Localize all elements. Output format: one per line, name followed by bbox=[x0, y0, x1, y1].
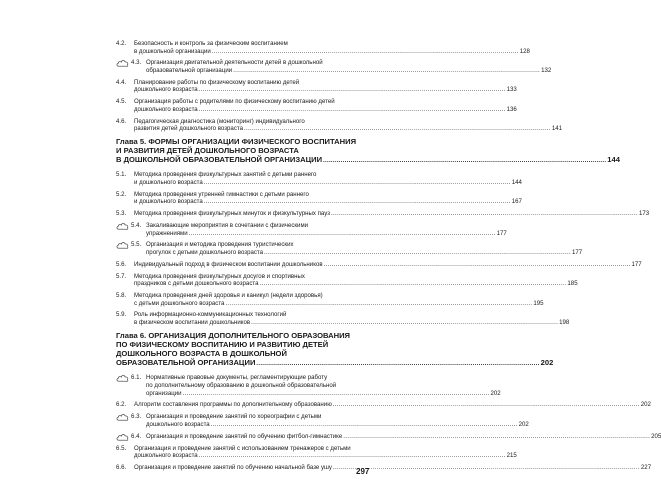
toc-page-number: 132 bbox=[541, 66, 552, 74]
toc-entry-title-line: Закаливающие мероприятия в сочетании с физическими bbox=[146, 222, 309, 230]
dot-leader bbox=[233, 67, 540, 75]
toc-entry-title-line: Организация и проведение занятий по обучению фитбол-гимнастике bbox=[146, 432, 343, 440]
cloud-icon bbox=[116, 413, 129, 421]
toc-entry bbox=[116, 260, 642, 269]
toc-entry-title-line: и дошкольного возраста bbox=[134, 179, 203, 187]
cloud-icon bbox=[116, 222, 129, 230]
toc-page-number: 177 bbox=[496, 229, 507, 237]
toc-entry bbox=[116, 171, 522, 187]
toc-entry-number: 4.2. bbox=[116, 40, 127, 47]
dot-leader bbox=[259, 280, 566, 288]
toc-entry-title-line: В ДОШКОЛЬНОЙ ОБРАЗОВАТЕЛЬНОЙ ОРГАНИЗАЦИИ bbox=[116, 155, 323, 165]
toc-entry-title-line: Организация работы с родителями по физическому воспитанию детей bbox=[134, 98, 335, 106]
toc-entry bbox=[116, 78, 517, 94]
toc-entry bbox=[116, 413, 529, 428]
toc-entry-title-line: Индивидуальный подход в физическом воспитании дошкольников bbox=[134, 260, 323, 268]
toc-entry-number: 6.6. bbox=[116, 464, 127, 472]
dot-leader bbox=[225, 300, 532, 308]
toc-entry-title-line: Методика проведения дней здоровья и каникул (недели здоровья) bbox=[134, 291, 323, 299]
toc-entry-title-line: Алгоритм составления программы по дополнительному образованию bbox=[134, 401, 332, 409]
toc-entry-title-line: дошкольного возраста bbox=[146, 420, 210, 428]
toc-entry bbox=[116, 311, 570, 326]
toc-entry bbox=[116, 291, 544, 307]
cloud-icon bbox=[116, 374, 129, 382]
toc-entry-title-line: ОБРАЗОВАТЕЛЬНОЙ ОРГАНИЗАЦИИ bbox=[116, 358, 256, 368]
table-of-contents bbox=[116, 40, 661, 476]
toc-entry-title-line: И РАЗВИТИЯ ДЕТЕЙ ДОШКОЛЬНОГО ВОЗРАСТА bbox=[116, 146, 299, 156]
toc-entry-title-line: праздников с детьми дошкольного возраста bbox=[134, 280, 259, 288]
toc-entry-title-line: Нормативные правовые документы, регламентирующие работу bbox=[146, 374, 328, 382]
toc-entry-title-line: упражнениями bbox=[146, 229, 188, 237]
toc-chapter-heading bbox=[116, 136, 620, 167]
cloud-icon bbox=[116, 433, 129, 441]
toc-entry-title-line: с детьми дошкольного возраста bbox=[134, 299, 225, 307]
toc-entry bbox=[116, 241, 583, 256]
toc-entry bbox=[116, 432, 661, 441]
toc-entry-title-line: Организация и проведение занятий с использованием тренажеров с детьми bbox=[134, 444, 351, 452]
toc-entry-title-line: Методика проведения физкультурных занятий с детьми раннего bbox=[134, 171, 317, 179]
toc-page-number: 198 bbox=[559, 318, 570, 326]
toc-entry-title-line: дошкольного возраста bbox=[134, 452, 198, 460]
toc-entry-number: 6.2. bbox=[116, 401, 127, 409]
toc-entry-number: 5.7. bbox=[116, 272, 127, 280]
toc-entry bbox=[116, 272, 578, 288]
toc-page-number: 133 bbox=[506, 86, 517, 94]
toc-entry-title-line: образовательной организации bbox=[146, 66, 233, 74]
dot-leader bbox=[323, 157, 606, 166]
toc-entry-number: 4.4. bbox=[116, 78, 127, 86]
toc-page-number: 202 bbox=[540, 358, 554, 368]
toc-entry-title-line: Организация и методика проведения туристических bbox=[146, 241, 294, 249]
toc-page-number: 205 bbox=[651, 432, 661, 440]
toc-entry-title-line: ДОШКОЛЬНОГО ВОЗРАСТА В ДОШКОЛЬНОЙ bbox=[116, 349, 287, 359]
toc-entry-title-line: Организация двигательной деятельности детей в дошкольной bbox=[146, 59, 323, 67]
toc-entry-title-line: ПО ФИЗИЧЕСКОМУ ВОСПИТАНИЮ И РАЗВИТИЮ ДЕТЕЙ bbox=[116, 339, 329, 349]
toc-entry bbox=[116, 464, 652, 472]
toc-entry bbox=[116, 401, 651, 409]
toc-entry-number: 5.2. bbox=[116, 190, 127, 198]
toc-entry-number: 6.3. bbox=[131, 413, 142, 421]
toc-entry-number: 5.3. bbox=[116, 210, 127, 218]
toc-entry-number: 4.5. bbox=[116, 98, 127, 106]
toc-entry bbox=[116, 40, 530, 55]
toc-entry-number: 6.5. bbox=[116, 444, 127, 452]
toc-chapter-heading bbox=[116, 330, 554, 370]
cloud-icon bbox=[116, 241, 129, 249]
toc-entry-title-line: Организация и проведение занятий по хореографии с детьми bbox=[146, 413, 322, 421]
page-number: 297 bbox=[356, 467, 370, 476]
toc-entry bbox=[116, 374, 501, 397]
toc-entry-title-line: дошкольного возраста bbox=[134, 86, 198, 94]
toc-entry-title-line: прогулок с детьми дошкольного возраста bbox=[146, 248, 264, 256]
toc-entry-title-line: Безопасность и контроль за физическим воспитанием bbox=[134, 40, 288, 47]
dot-leader bbox=[244, 125, 551, 133]
toc-entry-title-line: в физическом воспитании дошкольников bbox=[134, 318, 251, 326]
toc-page-number: 185 bbox=[567, 280, 578, 288]
dot-leader bbox=[204, 179, 511, 187]
toc-page-number: 173 bbox=[638, 210, 650, 218]
toc-entry-title-line: Глава 5. ФОРМЫ ОРГАНИЗАЦИИ ФИЗИЧЕСКОГО ВОСПИТАНИЯ bbox=[116, 136, 357, 146]
dot-leader bbox=[343, 433, 650, 441]
toc-entry-title-line: Планирование работы по физическому воспитанию детей bbox=[134, 78, 300, 86]
toc-page-number: 144 bbox=[511, 179, 522, 187]
toc-entry bbox=[116, 98, 517, 113]
toc-page-number: 177 bbox=[631, 260, 642, 268]
toc-entry bbox=[116, 59, 552, 74]
dot-leader bbox=[211, 421, 518, 429]
toc-entry-number: 4.6. bbox=[116, 117, 127, 125]
toc-entry-title-line: дошкольного возраста bbox=[134, 105, 198, 113]
dot-leader bbox=[251, 319, 558, 327]
toc-entry-title-line: Роль информационно-коммуникационных технологий bbox=[134, 311, 287, 319]
toc-entry-number: 6.4. bbox=[131, 432, 142, 440]
toc-entry bbox=[116, 222, 507, 237]
dot-leader bbox=[199, 106, 506, 114]
toc-page-number: 141 bbox=[551, 125, 563, 133]
toc-page-number: 202 bbox=[490, 389, 501, 397]
toc-entry-title-line: Методика проведения физкультурных досугов и спортивных bbox=[134, 272, 305, 280]
toc-page-number: 177 bbox=[571, 248, 583, 256]
toc-entry-title-line: в дошкольной организации bbox=[134, 47, 211, 55]
toc-entry bbox=[116, 444, 517, 460]
toc-entry-number: 5.5. bbox=[131, 241, 142, 249]
toc-entry-number: 4.3. bbox=[131, 59, 142, 67]
toc-entry-title-line: организации bbox=[146, 389, 182, 397]
dot-leader bbox=[331, 210, 638, 218]
toc-page-number: 167 bbox=[511, 198, 522, 206]
toc-entry-number: 5.4. bbox=[131, 222, 142, 230]
dot-leader bbox=[256, 360, 539, 369]
toc-entry-title-line: по дополнительному образованию в дошкольной образовательной bbox=[146, 382, 337, 390]
dot-leader bbox=[333, 401, 640, 409]
dot-leader bbox=[189, 230, 496, 238]
toc-entry-title-line: Педагогическая диагностика (мониторинг) индивидуального bbox=[134, 117, 305, 125]
toc-page-number: 227 bbox=[640, 464, 652, 472]
toc-page-number: 202 bbox=[518, 420, 529, 428]
toc-entry bbox=[116, 190, 522, 206]
toc-entry-title-line: и дошкольного возраста bbox=[134, 198, 203, 206]
dot-leader bbox=[183, 390, 490, 398]
toc-entry bbox=[116, 117, 563, 133]
toc-entry-number: 5.8. bbox=[116, 291, 127, 299]
toc-entry-title-line: Методика проведения физкультурных минуток и физкультурных пауз bbox=[134, 210, 331, 218]
dot-leader bbox=[264, 249, 571, 257]
toc-page-number: 136 bbox=[506, 105, 517, 113]
cloud-icon bbox=[116, 59, 129, 67]
toc-entry-number: 6.1. bbox=[131, 374, 142, 382]
toc-page-number: 215 bbox=[506, 452, 517, 460]
dot-leader bbox=[204, 198, 511, 206]
toc-entry-title-line: Организация и проведение занятий по обучению начальной базе ушу bbox=[134, 464, 332, 472]
toc-entry-title-line: развития детей дошкольного возраста bbox=[134, 125, 243, 133]
toc-page-number: 195 bbox=[533, 299, 544, 307]
toc-page-number: 128 bbox=[519, 47, 530, 55]
dot-leader bbox=[199, 452, 506, 460]
dot-leader bbox=[212, 48, 519, 56]
toc-entry-title-line: Глава 6. ОРГАНИЗАЦИЯ ДОПОЛНИТЕЛЬНОГО ОБРАЗОВАНИЯ bbox=[116, 330, 351, 340]
toc-entry-number: 5.6. bbox=[116, 260, 127, 268]
dot-leader bbox=[333, 464, 640, 472]
dot-leader bbox=[199, 86, 506, 94]
toc-entry-number: 5.1. bbox=[116, 171, 127, 179]
toc-entry bbox=[116, 210, 650, 218]
toc-page-number: 144 bbox=[607, 155, 620, 165]
toc-page-number: 202 bbox=[640, 401, 651, 409]
dot-leader bbox=[324, 261, 631, 269]
toc-entry-title-line: Методика проведения утренней гимнастики с детьми раннего bbox=[134, 190, 309, 198]
toc-entry-number: 5.9. bbox=[116, 311, 127, 319]
